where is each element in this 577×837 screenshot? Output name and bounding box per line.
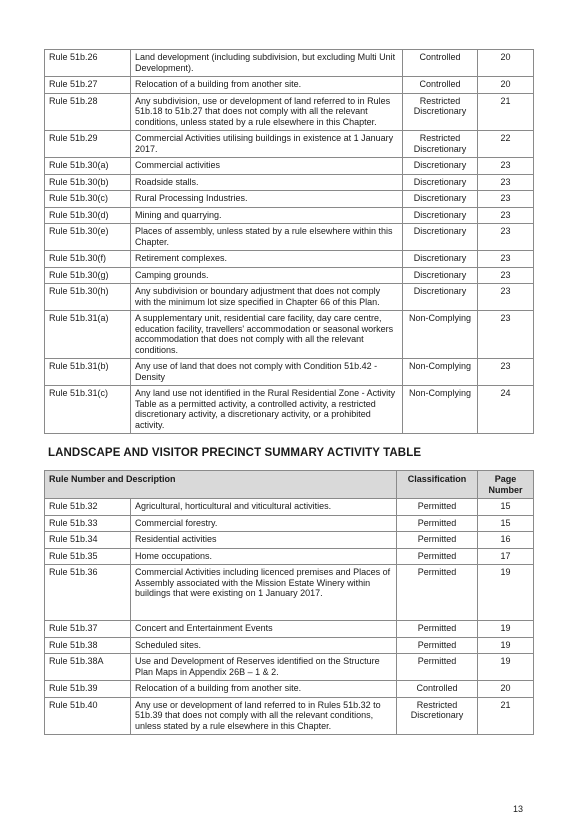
classification-cell: Discretionary [403,174,478,191]
classification-cell: Permitted [397,637,478,654]
classification-cell: Discretionary [403,251,478,268]
description-cell: Any subdivision or boundary adjustment that does not comply with the minimum lot size specified in Chapter 66 of this Plan. [131,284,403,311]
table-row [45,50,534,77]
classification-cell: Restricted Discretionary [403,131,478,158]
table-row [45,637,534,654]
classification-cell: Permitted [397,515,478,532]
rule-number-cell: Rule 51b.30(b) [45,174,131,191]
classification-cell: Permitted [397,499,478,516]
description-cell: Scheduled sites. [131,637,397,654]
classification-cell: Discretionary [403,207,478,224]
rule-number-cell: Rule 51b.31(c) [45,386,131,434]
table-row [45,621,534,638]
page-cell: 15 [478,499,534,516]
description-cell: Concert and Entertainment Events [131,621,397,638]
page-cell: 22 [478,131,534,158]
rule-number-cell: Rule 51b.31(b) [45,359,131,386]
rule-number-cell: Rule 51b.30(a) [45,158,131,175]
page-cell: 15 [478,515,534,532]
rule-number-cell: Rule 51b.34 [45,532,131,549]
page-cell: 16 [478,532,534,549]
header-classification: Classification [397,471,478,499]
table-row [45,499,534,516]
landscape-visitor-precinct-table [44,470,534,735]
table-row [45,158,534,175]
page-cell: 24 [478,386,534,434]
description-cell: Land development (including subdivision, but excluding Multi Unit Development). [131,50,403,77]
classification-cell: Discretionary [403,158,478,175]
table-row [45,311,534,359]
rule-number-cell: Rule 51b.30(f) [45,251,131,268]
table-header-row [45,471,534,499]
description-cell: Commercial Activities including licenced premises and Places of Assembly associated with the Mission Estate Winery within buildings that were existing on 1 January 2017. [131,565,397,621]
page-cell: 23 [478,174,534,191]
rule-number-cell: Rule 51b.39 [45,681,131,698]
table-row [45,224,534,251]
section-heading: LANDSCAPE AND VISITOR PRECINCT SUMMARY ACTIVITY TABLE [48,447,422,459]
classification-cell: Controlled [403,77,478,94]
table1-body [45,50,534,434]
page-cell: 17 [478,548,534,565]
rule-number-cell: Rule 51b.30(e) [45,224,131,251]
classification-cell: Permitted [397,548,478,565]
page-cell: 23 [478,191,534,208]
page-number: 13 [513,804,524,814]
classification-cell: Permitted [397,654,478,681]
rule-number-cell: Rule 51b.38 [45,637,131,654]
classification-cell: Controlled [403,50,478,77]
description-cell: Any subdivision, use or development of land referred to in Rules 51b.18 to 51b.27 that does not comply with all the relevant conditions, unless stated by a rule elsewhere in this Chapter. [131,93,403,131]
table-row [45,386,534,434]
rule-number-cell: Rule 51b.28 [45,93,131,131]
description-cell: Places of assembly, unless stated by a rule elsewhere within this Chapter. [131,224,403,251]
description-cell: Relocation of a building from another site. [131,77,403,94]
classification-cell: Permitted [397,532,478,549]
page-cell: 23 [478,311,534,359]
classification-cell: Non-Complying [403,386,478,434]
rule-number-cell: Rule 51b.32 [45,499,131,516]
table-row [45,654,534,681]
table-row [45,77,534,94]
table-row [45,697,534,735]
page-cell: 19 [478,565,534,621]
table-row [45,93,534,131]
rule-number-cell: Rule 51b.30(c) [45,191,131,208]
page-cell: 23 [478,224,534,251]
description-cell: A supplementary unit, residential care facility, day care centre, education facility, travellers' accommodation or seasonal workers accommodation that does not comply with all the relevant conditions. [131,311,403,359]
description-cell: Residential activities [131,532,397,549]
table-row [45,267,534,284]
table2-body [45,499,534,735]
page-cell: 19 [478,621,534,638]
table-row [45,251,534,268]
table-row [45,284,534,311]
description-cell: Use and Development of Reserves identified on the Structure Plan Maps in Appendix 26B – 1 & 2. [131,654,397,681]
rule-number-cell: Rule 51b.27 [45,77,131,94]
description-cell: Any use of land that does not comply with Condition 51b.42 - Density [131,359,403,386]
table-row [45,207,534,224]
rule-number-cell: Rule 51b.30(d) [45,207,131,224]
page-cell: 21 [478,697,534,735]
rule-number-cell: Rule 51b.33 [45,515,131,532]
page-cell: 19 [478,654,534,681]
description-cell: Mining and quarrying. [131,207,403,224]
table-row [45,191,534,208]
rural-residential-activity-table [44,49,534,434]
classification-cell: Permitted [397,621,478,638]
description-cell: Agricultural, horticultural and viticultural activities. [131,499,397,516]
description-cell: Commercial Activities utilising buildings in existence at 1 January 2017. [131,131,403,158]
classification-cell: Discretionary [403,191,478,208]
rule-number-cell: Rule 51b.30(h) [45,284,131,311]
table-row [45,565,534,621]
description-cell: Retirement complexes. [131,251,403,268]
page-cell: 23 [478,284,534,311]
page-cell: 20 [478,50,534,77]
rule-number-cell: Rule 51b.37 [45,621,131,638]
page-cell: 23 [478,359,534,386]
description-cell: Commercial activities [131,158,403,175]
table-row [45,174,534,191]
page-cell: 23 [478,158,534,175]
header-rule-description: Rule Number and Description [45,471,397,499]
table-row [45,548,534,565]
page-cell: 20 [478,681,534,698]
description-cell: Relocation of a building from another site. [131,681,397,698]
classification-cell: Permitted [397,565,478,621]
classification-cell: Restricted Discretionary [397,697,478,735]
table-row [45,681,534,698]
table-row [45,359,534,386]
page-cell: 19 [478,637,534,654]
rule-number-cell: Rule 51b.36 [45,565,131,621]
classification-cell: Discretionary [403,284,478,311]
rule-number-cell: Rule 51b.40 [45,697,131,735]
table-row [45,515,534,532]
header-page-number: Page Number [478,471,534,499]
rule-number-cell: Rule 51b.31(a) [45,311,131,359]
table-row [45,131,534,158]
page-cell: 23 [478,207,534,224]
page-cell: 20 [478,77,534,94]
rule-number-cell: Rule 51b.35 [45,548,131,565]
classification-cell: Non-Complying [403,311,478,359]
rule-number-cell: Rule 51b.26 [45,50,131,77]
rule-number-cell: Rule 51b.38A [45,654,131,681]
classification-cell: Discretionary [403,224,478,251]
rule-number-cell: Rule 51b.29 [45,131,131,158]
description-cell: Any land use not identified in the Rural Residential Zone - Activity Table as a permitted activity, a controlled activity, a restricted discretionary activity, a discretionary activity, or a prohibited activity. [131,386,403,434]
rule-number-cell: Rule 51b.30(g) [45,267,131,284]
classification-cell: Discretionary [403,267,478,284]
description-cell: Rural Processing Industries. [131,191,403,208]
table-row [45,532,534,549]
description-cell: Commercial forestry. [131,515,397,532]
description-cell: Roadside stalls. [131,174,403,191]
page-cell: 23 [478,267,534,284]
classification-cell: Non-Complying [403,359,478,386]
page-cell: 23 [478,251,534,268]
classification-cell: Restricted Discretionary [403,93,478,131]
classification-cell: Controlled [397,681,478,698]
description-cell: Camping grounds. [131,267,403,284]
description-cell: Any use or development of land referred to in Rules 51b.32 to 51b.39 that does not comply with all the relevant conditions, unless stated by a rule elsewhere in this Chapter. [131,697,397,735]
description-cell: Home occupations. [131,548,397,565]
page-cell: 21 [478,93,534,131]
